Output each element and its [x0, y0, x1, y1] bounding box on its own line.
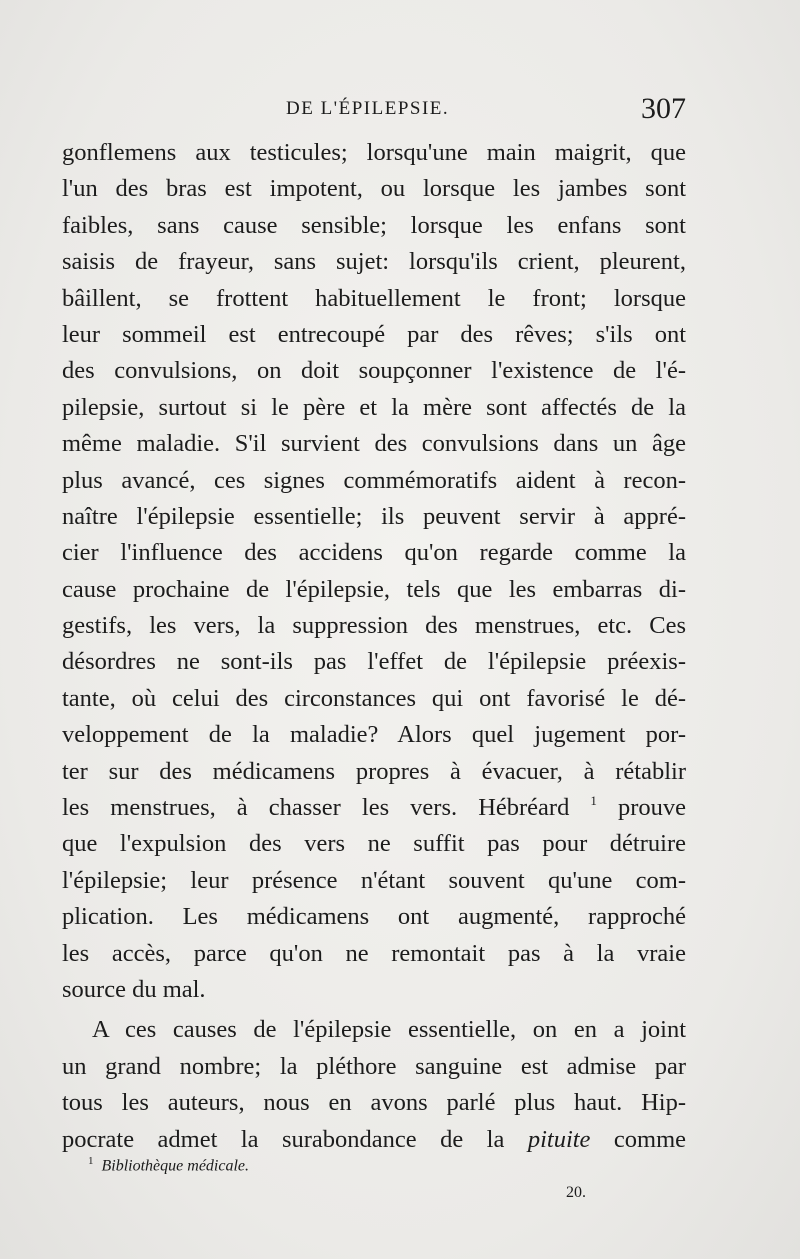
- text-line: les accès, parce qu'on ne remontait pas à la vraie: [62, 939, 686, 967]
- running-title: DE L'ÉPILEPSIE.: [286, 98, 450, 119]
- text-line: pilepsie, surtout si le père et la mère sont affectés de la: [62, 393, 686, 421]
- text-fragment: pocrate admet la surabondance de la: [62, 1125, 505, 1153]
- text-line-with-italic: [62, 1122, 686, 1158]
- text-line: plication. Les médicamens ont augmenté, rapproché: [62, 903, 686, 931]
- text-line: naître l'épilepsie essentielle; ils peuvent servir à appré-: [62, 502, 686, 530]
- text-line: cier l'influence des accidens qu'on regarde comme la: [62, 539, 686, 567]
- page-number: 307: [641, 92, 686, 125]
- text-line: tante, où celui des circonstances qui ont favorisé le dé-: [62, 684, 686, 712]
- text-line: l'un des bras est impotent, ou lorsque les jambes sont: [62, 175, 686, 203]
- text-line-with-footnote: [62, 790, 686, 826]
- text-fragment: prouve: [617, 794, 686, 822]
- text-fragment: comme: [613, 1125, 687, 1153]
- text-line: plus avancé, ces signes commémoratifs aident à recon-: [62, 466, 686, 494]
- text-line: cause prochaine de l'épilepsie, tels que les embarras di-: [62, 575, 686, 603]
- text-line: A ces causes de l'épilepsie essentielle, on en a joint: [92, 1016, 686, 1044]
- text-fragment: les menstrues, à chasser les vers. Hébréard: [62, 794, 570, 822]
- text-line: l'épilepsie; leur présence n'étant souvent qu'une com-: [62, 866, 686, 894]
- text-line: tous les auteurs, nous en avons parlé plus haut. Hip-: [62, 1089, 686, 1117]
- text-line: un grand nombre; la pléthore sanguine est admise par: [62, 1052, 686, 1080]
- footnote: [88, 1155, 249, 1175]
- text-line: veloppement de la maladie? Alors quel jugement por-: [62, 721, 686, 749]
- italic-term: pituite: [527, 1125, 591, 1153]
- text-line: des convulsions, on doit soupçonner l'existence de l'é-: [62, 357, 686, 385]
- text-line: faibles, sans cause sensible; lorsque les enfans sont: [62, 211, 686, 239]
- text-line: même maladie. S'il survient des convulsions dans un âge: [62, 430, 686, 458]
- text-line: gestifs, les vers, la suppression des menstrues, etc. Ces: [62, 612, 686, 640]
- text-line: désordres ne sont-ils pas l'effet de l'épilepsie préexis-: [62, 648, 686, 676]
- footnote-reference: 1: [590, 793, 597, 809]
- footnote-mark: 1: [88, 1155, 94, 1167]
- text-line: bâillent, se frottent habituellement le front; lorsque: [62, 284, 686, 312]
- text-line: leur sommeil est entrecoupé par des rêves; s'ils ont: [62, 320, 686, 348]
- page-header: [60, 92, 686, 132]
- signature-mark: 20.: [566, 1184, 586, 1201]
- text-line: gonflemens aux testicules; lorsqu'une main maigrit, que: [62, 139, 686, 166]
- body-text: [62, 135, 686, 1158]
- footnote-text: Bibliothèque médicale.: [101, 1157, 250, 1175]
- text-line: ter sur des médicamens propres à évacuer, à rétablir: [62, 757, 686, 785]
- text-line: source du mal.: [62, 975, 206, 1003]
- text-line: saisis de frayeur, sans sujet: lorsqu'ils crient, pleurent,: [62, 248, 686, 276]
- text-line: que l'expulsion des vers ne suffit pas pour détruire: [62, 830, 686, 858]
